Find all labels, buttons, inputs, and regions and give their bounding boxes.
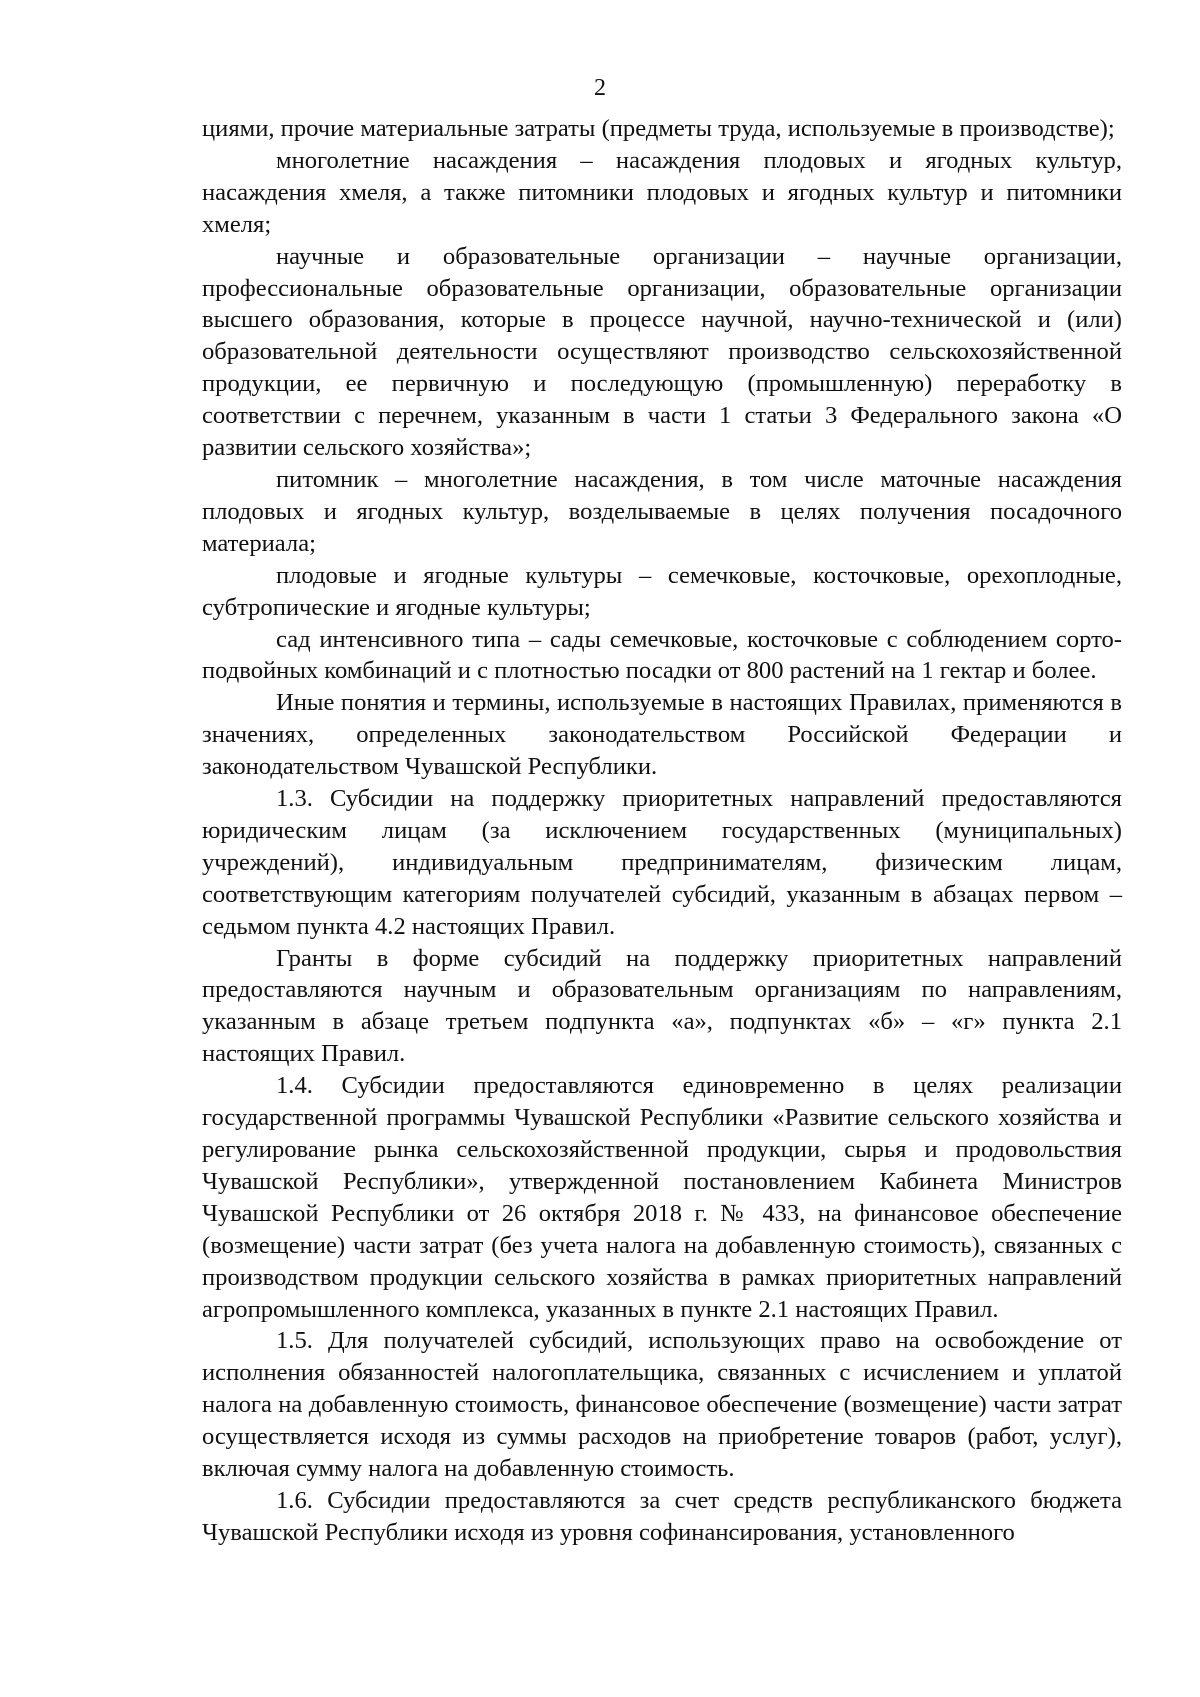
- document-body: [202, 113, 1122, 1549]
- paragraph: 1.6. Субсидии предоставляются за счет средств республиканского бюджета Чувашской Республики исходя из уровня софинансирования, установленного: [202, 1486, 1122, 1546]
- paragraph: 1.3. Субсидии на поддержку приоритетных направлений предоставляются юридическим лицам (за исключением государственных (муниципальных) учреждений), индивидуальным предпринимателям, физическим лицам, соответствующим категориям получателей субсидий, указанным в абзацах первом – седьмом пункта 4.2 настоящих Правил.: [202, 785, 1122, 940]
- paragraph: многолетние насаждения – насаждения плодовых и ягодных культур, насаждения хмеля, а также питомники плодовых и ягодных культур и питомники хмеля;: [202, 146, 1122, 238]
- paragraph: Иные понятия и термины, используемые в настоящих Правилах, применяются в значениях, определенных законодательством Российской Федерации и законодательством Чувашской Республики.: [202, 689, 1122, 781]
- paragraph: 1.5. Для получателей субсидий, использующих право на освобождение от исполнения обязанностей налогоплательщика, связанных с исчислением и уплатой налога на добавленную стоимость, финансовое обеспечение (возмещение) части затрат осуществляется исходя из суммы расходов на приобретение товаров (работ, услуг), включая сумму налога на добавленную стоимость.: [202, 1327, 1122, 1483]
- paragraph: плодовые и ягодные культуры – семечковые, косточковые, орехоплодные, субтропические и ягодные культуры;: [202, 561, 1122, 621]
- paragraph: Гранты в форме субсидий на поддержку приоритетных направлений предоставляются научным и образовательным организациям по направлениям, указанным в абзаце третьем подпункта «а», подпунктах «б» – «г» пункта 2.1 настоящих Правил.: [202, 944, 1122, 1068]
- paragraph: сад интенсивного типа – сады семечковые, косточковые с соблюдением сорто-подвойных комбинаций и с плотностью посадки от 800 растений на 1 гектар и более.: [202, 625, 1122, 685]
- paragraph: циями, прочие материальные затраты (предметы труда, используемые в производстве);: [202, 115, 1115, 142]
- page-number: 2: [594, 75, 606, 101]
- paragraph: питомник – многолетние насаждения, в том числе маточные насаждения плодовых и ягодных культур, возделываемые в целях получения посадочного материала;: [202, 465, 1122, 557]
- paragraph: 1.4. Субсидии предоставляются единовременно в целях реализации государственной программы Чувашской Республики «Развитие сельского хозяйства и регулирование рынка сельскохозяйственной продукции, сырья и продовольствия Чувашской Республики», утвержденной постановлением Кабинета Министров Чувашской Республики от 26 октября 2018 г. № 433, на финансовое обеспечение (возмещение) части затрат (без учета налога на добавленную стоимость), связанных с производством продукции сельского хозяйства в рамках приоритетных направлений агропромышленного комплекса, указанных в пункте 2.1 настоящих Правил.: [202, 1072, 1122, 1323]
- paragraph: научные и образовательные организации – научные организации, профессиональные образовательные организации, образовательные организации высшего образования, которые в процессе научной, научно-технической и (или) образовательной деятельности осуществляют производство сельскохозяйственной продукции, ее первичную и последующую (промышленную) переработку в соответствии с перечнем, указанным в части 1 статьи 3 Федерального закона «О развитии сельского хозяйства»;: [202, 242, 1122, 462]
